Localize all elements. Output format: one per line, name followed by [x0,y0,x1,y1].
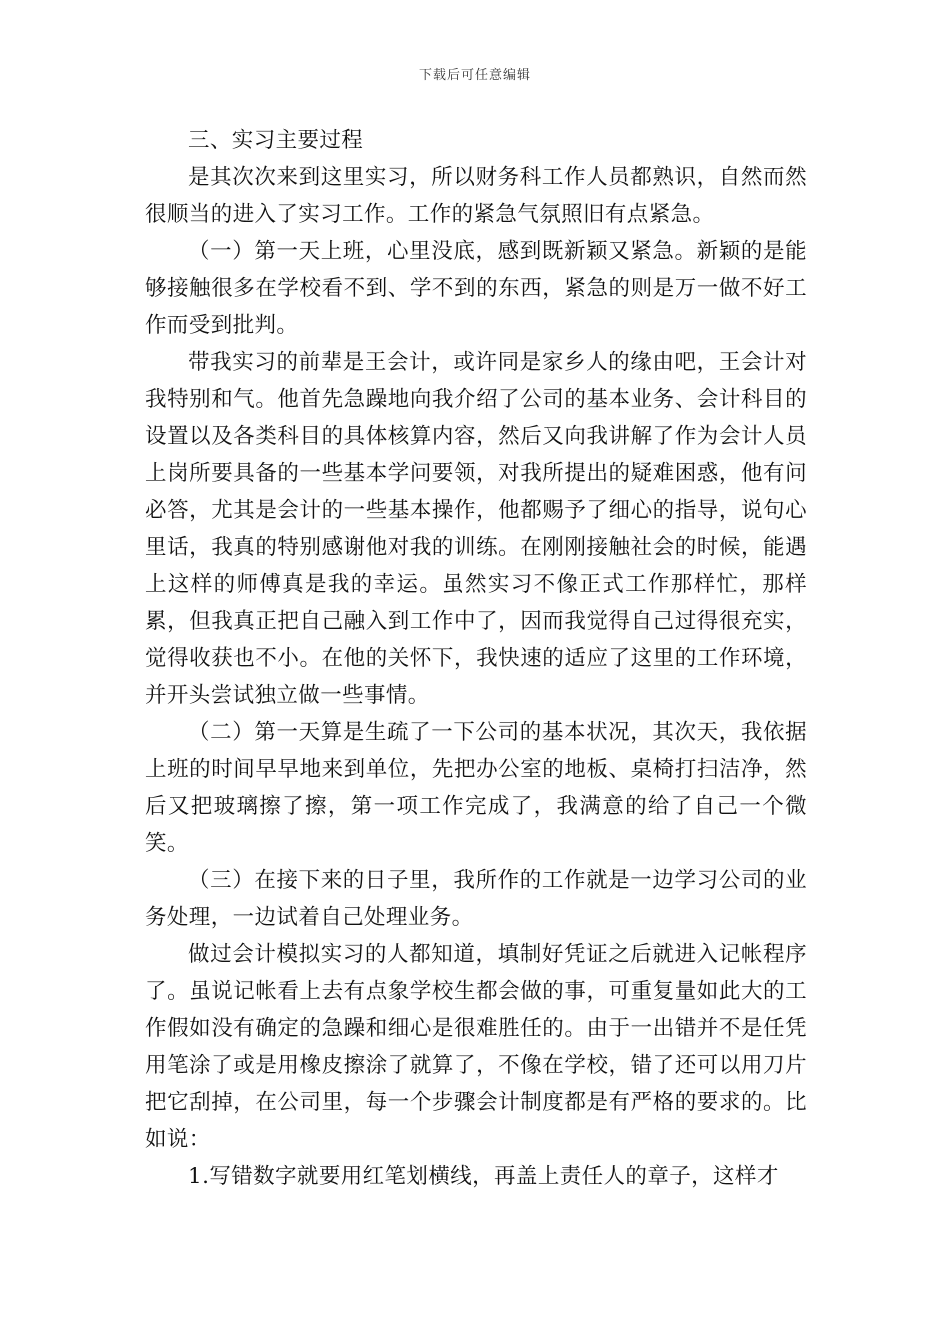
paragraph: 是其次次来到这里实习，所以财务科工作人员都熟识，自然而然很顺当的进入了实习工作。工作的紧急气氛照旧有点紧急。 [145,165,807,227]
paragraph: （三）在接下来的日子里，我所作的工作就是一边学习公司的业务处理，一边试着自己处理业务。 [145,868,807,930]
paragraph: 做过会计模拟实习的人都知道，填制好凭证之后就进入记帐程序了。虽说记帐看上去有点象学校生都会做的事，可重复量如此大的工作假如没有确定的急躁和细心是很难胜任的。由于一出错并不是任凭用笔涂了或是用橡皮擦涂了就算了，不像在学校，错了还可以用刀片把它刮掉，在公司里，每一个步骤会计制度都是有严格的要求的。比如说： [145,942,807,1152]
list-item: 1.写错数字就要用红笔划横线，再盖上责任人的章子，这样才 [188,1164,779,1189]
document-body [145,122,807,1195]
page-header: 下载后可任意编辑 [418,68,531,83]
paragraph: （一）第一天上班，心里没底，感到既新颖又紧急。新颖的是能够接触很多在学校看不到、学不到的东西，紧急的则是万一做不好工作而受到批判。 [145,239,807,338]
paragraph: （二）第一天算是生疏了一下公司的基本状况，其次天，我依据上班的时间早早地来到单位，先把办公室的地板、桌椅打扫洁净，然后又把玻璃擦了擦，第一项工作完成了，我满意的给了自己一个微笑。 [145,720,807,856]
section-heading: 三、实习主要过程 [188,128,364,153]
paragraph: 带我实习的前辈是王会计，或许同是家乡人的缘由吧，王会计对我特别和气。他首先急躁地向我介绍了公司的基本业务、会计科目的设置以及各类科目的具体核算内容，然后又向我讲解了作为会计人员上岗所要具备的一些基本学问要领，对我所提出的疑难困惑，他有问必答，尤其是会计的一些基本操作，他都赐予了细心的指导，说句心里话，我真的特别感谢他对我的训练。在刚刚接触社会的时候，能遇上这样的师傅真是我的幸运。虽然实习不像正式工作那样忙，那样累，但我真正把自己融入到工作中了，因而我觉得自己过得很充实，觉得收获也不小。在他的关怀下，我快速的适应了这里的工作环境，并开头尝试独立做一些事情。 [145,350,807,708]
